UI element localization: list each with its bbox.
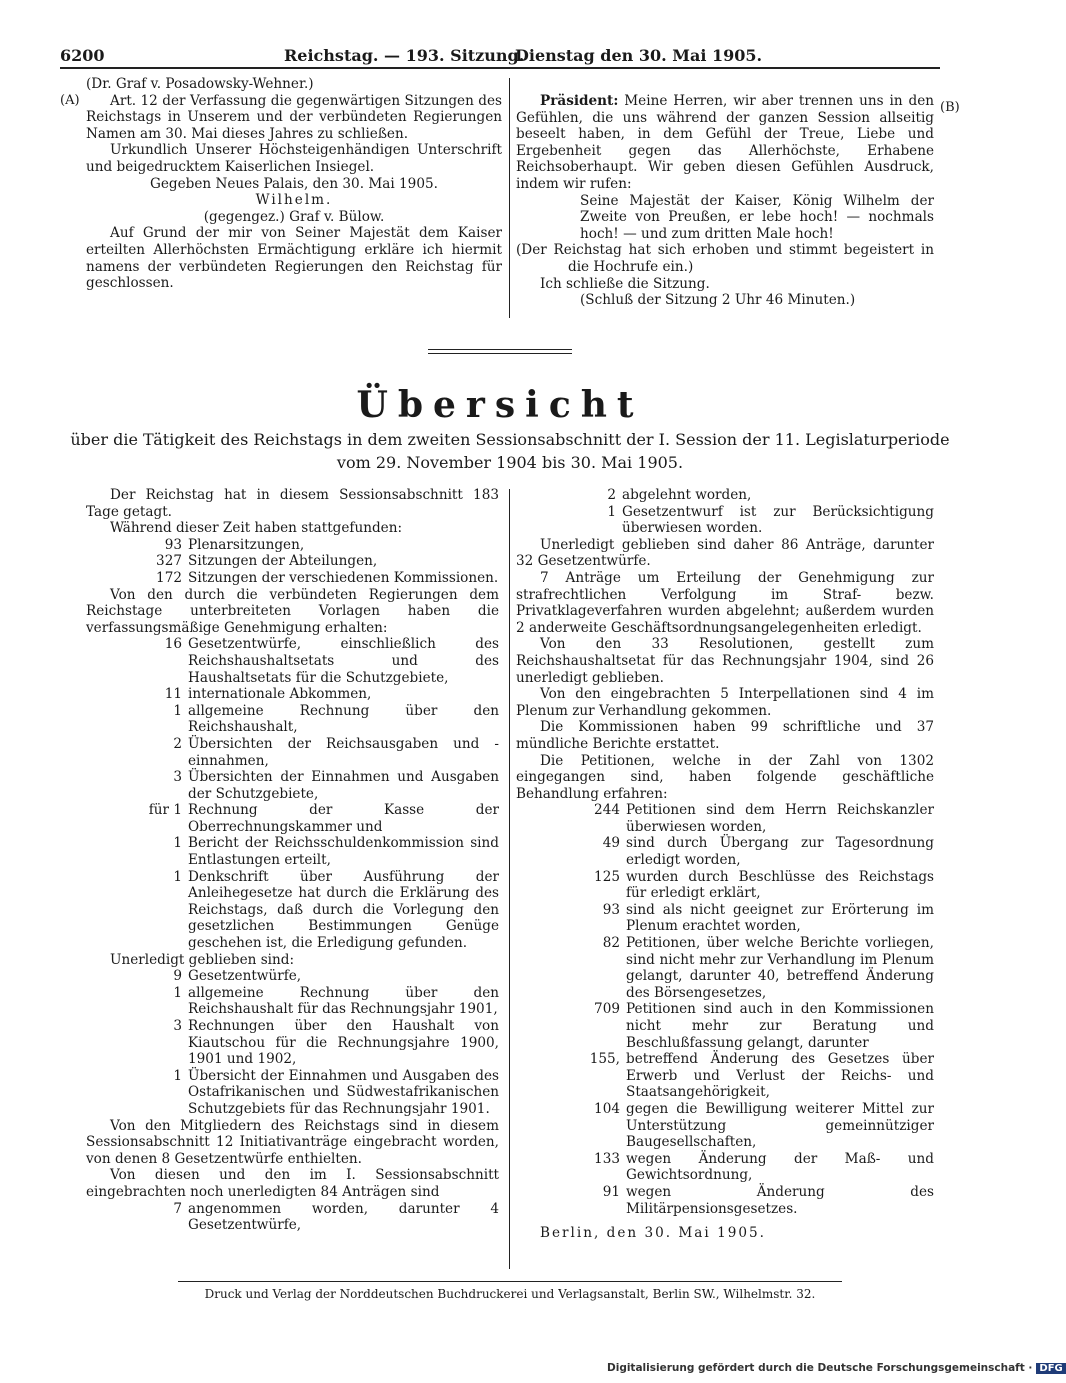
column-divider-top [509,78,510,318]
approved-list [86,636,499,951]
list-item [86,968,499,985]
list-item [86,985,499,1018]
item-text: Petitionen, über welche Berichte vorliegen, sind nicht mehr zur Verhandlung im Plenum gelangt, darunter 40, betreffend Änderung des Börsengesetzes, [626,935,934,1001]
item-number: 327 [156,553,182,570]
resolutions: Von den 33 Resolutionen, gestellt zum Reichshaushaltsetat für das Rechnungsjahr 1904, sind 26 unerledigt geblieben. [516,636,934,686]
item-text: sind durch Übergang zur Tagesordnung erledigt worden, [626,835,934,869]
page-number: 6200 [60,46,105,65]
list-item [86,769,499,802]
item-text: Denkschrift über Ausführung der Anleihegesetze hat durch die Erklärung des Reichstags, daß durch die Vorlegung den gesetzlichen Bestimmungen Genüge geschehen ist, die Erledigung gefunden. [188,868,499,952]
date-line: Dienstag den 30. Mai 1905. [515,46,763,65]
during-label: Während dieser Zeit haben stattgefunden: [110,520,403,537]
list-item [86,686,499,703]
motions-intro: Von diesen und den im I. Sessionsabschnitt eingebrachten noch unerledigten 84 Anträgen sind [86,1167,499,1200]
prosecution-motions: 7 Anträge um Erteilung der Genehmigung zur strafrechtlichen Verfolgung im Straf- bezw. Privatklageverfahren wurden abgelehnt; außerdem wurden 2 anderweite Geschäftsordnungsangelegenheiten erledigt. [516,569,934,636]
item-number: 1 [173,984,182,1001]
subtitle-line-1: über die Tätigkeit des Reichstags in dem zweiten Sessionsabschnitt der I. Session der 11. Legislaturperiode [70,430,950,449]
item-text: Plenarsitzungen, [188,536,305,553]
separator-line-1 [428,349,572,350]
decree-given: Gegeben Neues Palais, den 30. Mai 1905. [150,175,438,192]
top-left-column [86,76,502,292]
decree-para-1: Art. 12 der Verfassung die gegenwärtigen Sitzungen des Reichstags in Unserem und der verbündeten Regierungen Namen am 30. Mai dieses Jahres zu schließen. [86,92,502,142]
item-text: allgemeine Rechnung über den Reichshaushalt, [188,702,499,736]
item-text: angenommen worden, darunter 4 Gesetzentwürfe, [188,1200,499,1234]
item-text: wurden durch Beschlüsse des Reichstags für erledigt erklärt, [626,868,934,902]
president-speech: Meine Herren, wir aber trennen uns in den Gefühlen, die uns während der ganzen Session allseitig beseelt haben, in dem Gefühl der Treue, Liebe und Ergebenheit gegen das Allerhöchste, Erhabene Reichsoberhaupt. Wir geben diesen Gefühlen Ausdruck, indem wir rufen: [516,93,934,192]
item-number: 2 [173,735,182,752]
overview-subtitle [60,428,960,474]
item-number: 11 [164,686,182,703]
list-item [86,802,499,835]
close-session: Ich schließe die Sitzung. [540,275,710,292]
item-number: 3 [173,769,182,786]
item-number: 1 [173,835,182,852]
item-text: Petitionen sind dem Herrn Reichskanzler überwiesen worden, [626,802,934,835]
commission-reports: Die Kommissionen haben 99 schriftliche und 37 mündliche Berichte erstattet. [516,719,934,752]
item-number: 49 [602,835,620,852]
item-text: allgemeine Rechnung über den Reichshaushalt für das Rechnungsjahr 1901, [188,984,499,1018]
digitization-text: Digitalisierung gefördert durch die Deutsche Forschungsgemeinschaft · [607,1362,1033,1374]
list-item [86,703,499,736]
top-right-column [516,93,934,309]
item-number: 1 [173,1067,182,1084]
item-number: 709 [594,1001,620,1018]
item-text: Rechnungen über den Haushalt von Kiautschou für die Rechnungsjahre 1900, 1901 und 1902, [188,1018,499,1068]
item-text: sind als nicht geeignet zur Erörterung im Plenum erachtet worden, [626,901,934,935]
session-end: (Schluß der Sitzung 2 Uhr 46 Minuten.) [580,292,856,309]
digitization-note [607,1362,1066,1374]
item-text: Gesetzentwurf ist zur Berücksichtigung überwiesen worden. [622,503,934,537]
remaining-motions: Unerledigt geblieben sind daher 86 Anträge, darunter 32 Gesetzentwürfe. [516,536,934,570]
item-number: 1 [173,702,182,719]
item-number: 2 [607,487,616,503]
list-item [86,570,499,587]
list-item [516,1184,934,1217]
dfg-logo: DFG [1036,1363,1065,1374]
item-text: Petitionen sind auch in den Kommissionen nicht mehr zur Beratung und Beschlußfassung gelangt, darunter [626,1001,934,1051]
item-number: 155, [589,1051,620,1068]
item-text: internationale Abkommen, [188,686,372,703]
list-item [86,553,499,570]
decree-signature: Wilhelm. [255,192,333,209]
item-number: 244 [594,802,620,819]
list-item [516,1051,934,1101]
intro-days: Der Reichstag hat in diesem Sessionsabschnitt 183 Tage getagt. [86,487,499,520]
list-item [516,869,934,902]
list-item [516,902,934,935]
item-text: Übersicht der Einnahmen und Ausgaben des Ostafrikanischen und Südwestafrikanischen Schutzgebiets für das Rechnungsjahr 1901. [188,1067,499,1117]
item-number: 93 [602,901,620,918]
decree-countersign: (gegengez.) Graf v. Bülow. [203,208,385,225]
list-item [86,1068,499,1118]
item-text: Sitzungen der Abteilungen, [188,553,378,570]
subtitle-line-2: vom 29. November 1904 bis 30. Mai 1905. [336,453,684,472]
column-divider-bottom [509,489,510,1269]
bottom-right-column [516,487,934,1242]
item-number: 1 [173,868,182,885]
list-item [516,1151,934,1184]
item-text: Übersichten der Einnahmen und Ausgaben der Schutzgebiete, [188,769,499,802]
list-item [516,487,934,504]
list-item [86,869,499,952]
list-item [86,537,499,554]
margin-letter-a: (A) [60,93,80,108]
item-number: 9 [173,968,182,985]
list-item [516,504,934,537]
speaker-label: (Dr. Graf v. Posadowsky-Wehner.) [86,76,314,92]
closing-place-date: Berlin, den 30. Mai 1905. [540,1225,766,1242]
item-text: Gesetzentwürfe, [188,968,302,985]
list-item [516,1001,934,1051]
item-text: wegen Änderung der Maß- und Gewichtsordnung, [626,1150,934,1184]
item-number: 133 [594,1150,620,1167]
item-number: 104 [594,1100,620,1117]
bottom-left-column [86,487,499,1234]
footer-rule [178,1281,842,1282]
assembly-reaction: (Der Reichstag hat sich erhoben und stimmt begeistert in die Hochrufe ein.) [516,242,934,275]
list-item [516,835,934,868]
item-number: 172 [156,569,182,586]
item-number: 3 [173,1018,182,1034]
item-text: abgelehnt worden, [622,487,752,503]
item-text: Rechnung der Kasse der Oberrechnungskammer und [188,802,499,835]
item-number: 93 [164,536,182,553]
item-text: wegen Änderung des Militärpensionsgesetzes. [626,1183,934,1217]
list-item [86,835,499,868]
item-text: betreffend Änderung des Gesetzes über Erwerb und Verlust der Reichs- und Staatsangehörigkeit, [626,1051,934,1101]
list-item [516,802,934,835]
item-number: 7 [173,1200,182,1217]
separator-line-2 [428,353,572,354]
closing-declaration: Auf Grund der mir von Seiner Majestät dem Kaiser erteilten Allerhöchsten Ermächtigung erkläre ich hiermit namens der verbündeten Regierungen den Reichstag für geschlossen. [86,225,502,292]
header-rule [60,67,940,69]
unresolved-list [86,968,499,1117]
list-item [86,1018,499,1068]
item-text: Gesetzentwürfe, einschließlich des Reichshaushaltsetats und des Haushaltsetats für die Schutzgebiete, [188,636,499,686]
petitions-intro: Die Petitionen, welche in der Zahl von 1302 eingegangen sind, haben folgende geschäftliche Behandlung erfahren: [516,752,934,802]
item-text: Übersichten der Reichsausgaben und -einnahmen, [188,735,499,769]
overview-title: Übersicht [356,384,644,426]
president-label: Präsident: [540,93,619,109]
running-title: Reichstag. — 193. Sitzung. [284,46,525,65]
item-number: für 1 [148,802,182,819]
item-text: Sitzungen der verschiedenen Kommissionen. [188,569,499,586]
decree-para-2: Urkundlich Unserer Höchsteigenhändigen Unterschrift und beigedrucktem Kaiserlichen Insiegel. [86,142,502,175]
item-number: 91 [602,1183,620,1200]
unresolved-intro: Unerledigt geblieben sind: [110,951,295,968]
item-number: 125 [594,868,620,885]
interpellations: Von den eingebrachten 5 Interpellationen sind 4 im Plenum zur Verhandlung gekommen. [516,686,934,719]
list-item [86,636,499,686]
item-number: 82 [602,935,620,952]
petitions-list [516,802,934,1217]
list-item [516,1101,934,1151]
item-text: gegen die Bewilligung weiterer Mittel zur Unterstützung gemeinnütziger Baugesellschaften, [626,1100,934,1151]
members-motions: Von den Mitgliedern des Reichstags sind in diesem Sessionsabschnitt 12 Initiativanträge eingebracht worden, von denen 8 Gesetzentwürfe enthielten. [86,1117,499,1167]
govt-intro: Von den durch die verbündeten Regierungen dem Reichstage unterbreiteten Vorlagen haben die verfassungsmäßige Genehmigung erhalten: [86,586,499,636]
item-text: Bericht der Reichsschuldenkommission sind Entlastungen erteilt, [188,835,499,869]
sessions-list [86,537,499,587]
list-item [86,736,499,769]
imprint: Druck und Verlag der Norddeutschen Buchdruckerei und Verlagsanstalt, Berlin SW., Wilhelmstr. 32. [204,1287,816,1301]
item-number: 1 [607,503,616,520]
list-item [86,1201,499,1234]
item-number: 16 [164,636,182,653]
margin-letter-b: (B) [940,100,960,115]
list-item [516,935,934,1001]
cheer: Seine Majestät der Kaiser, König Wilhelm der Zweite von Preußen, er lebe hoch! — nochmals hoch! — und zum dritten Male hoch! [580,192,934,242]
